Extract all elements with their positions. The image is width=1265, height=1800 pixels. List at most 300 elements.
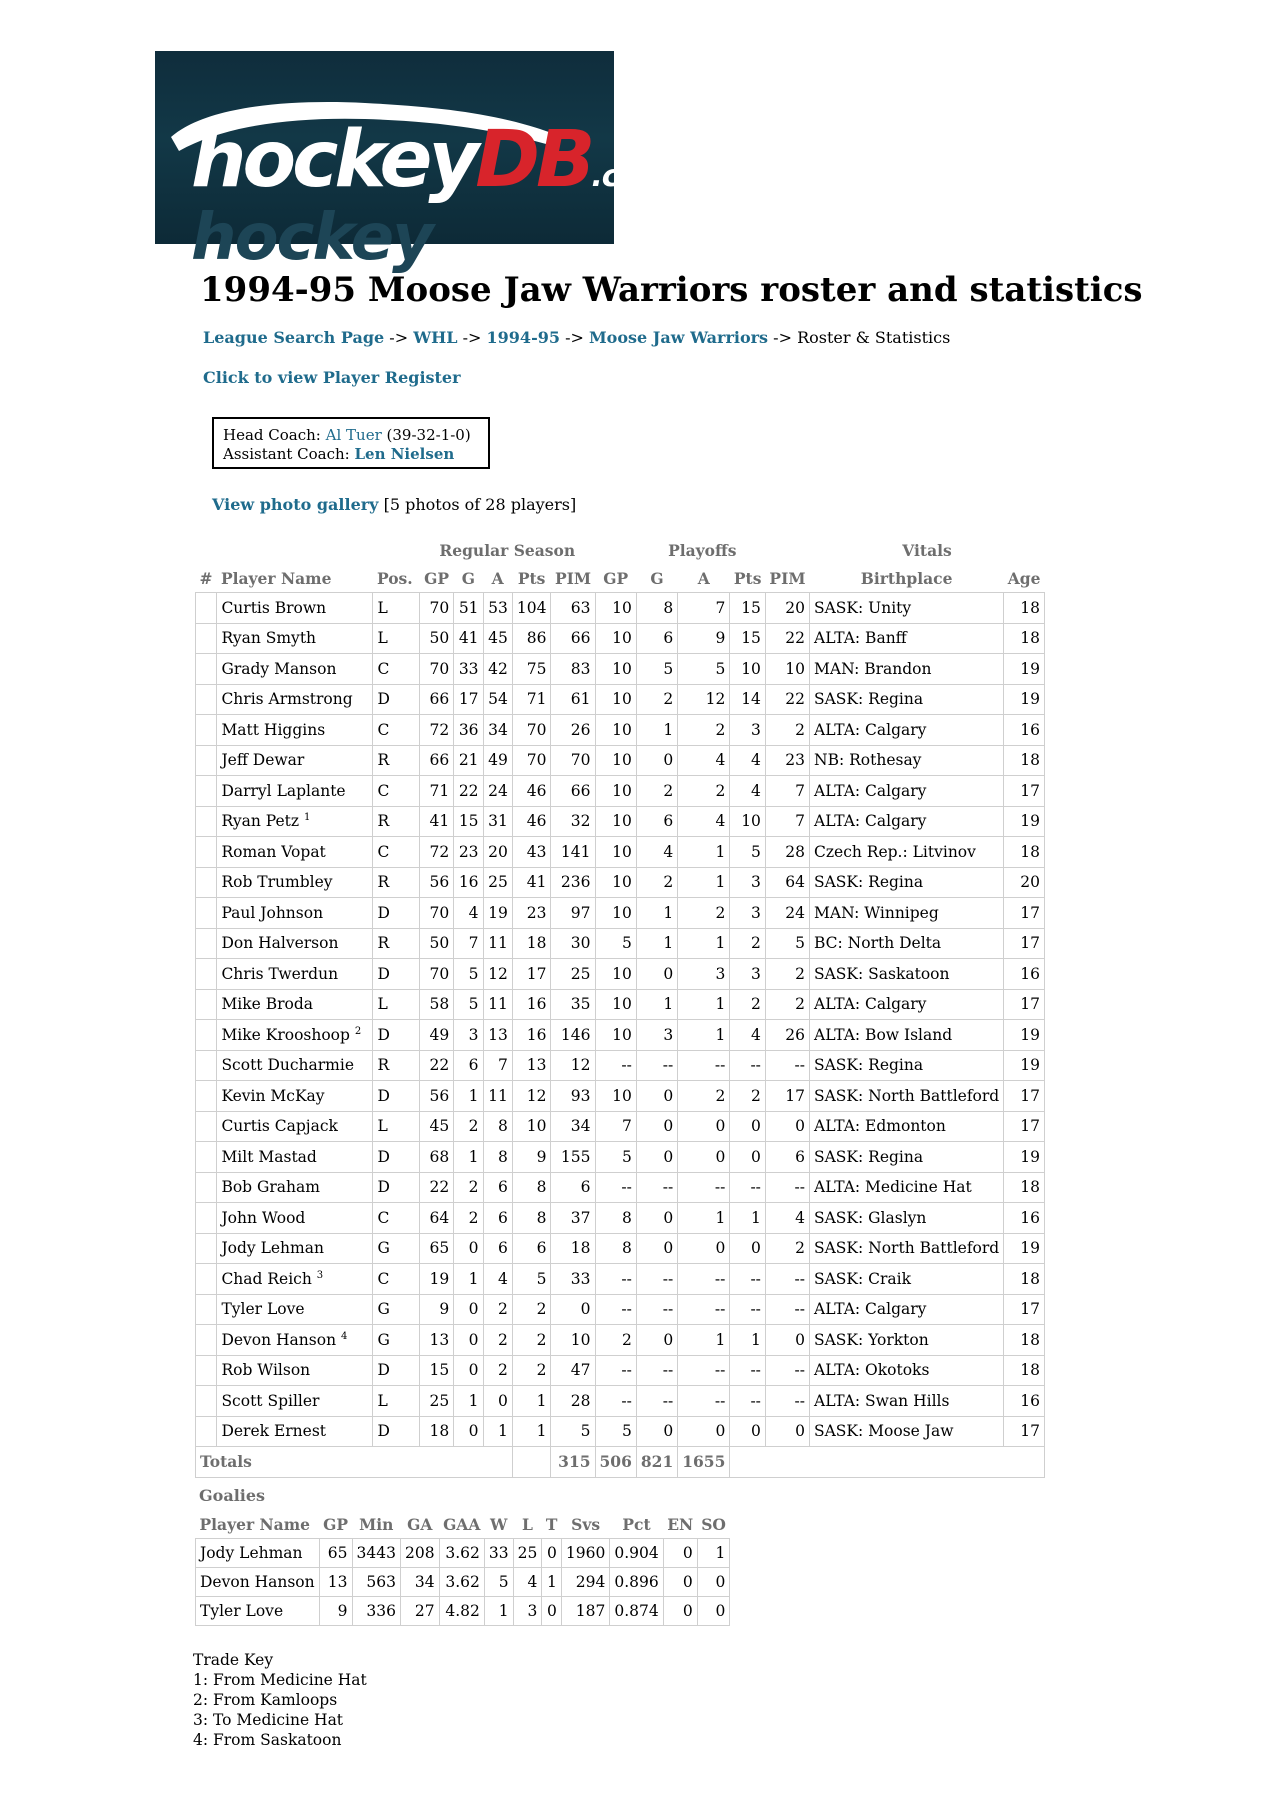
col-number: #	[199, 568, 213, 588]
stat-pim: 66	[551, 623, 595, 654]
stat-gp: 66	[419, 684, 453, 715]
stat-gp: 45	[419, 1111, 453, 1142]
player-position: D	[373, 1142, 420, 1173]
roster-row	[196, 898, 1045, 929]
stat-playoff-gp: --	[595, 1172, 636, 1203]
stat-pim: 146	[551, 1020, 595, 1051]
player-birthplace: ALTA: Calgary	[810, 776, 1004, 807]
player-name-link[interactable]: Ryan Smyth	[221, 629, 317, 648]
stat-playoff-g: 3	[636, 1020, 677, 1051]
player-name-link[interactable]: Derek Ernest	[221, 1422, 327, 1441]
goalie-col-header: EN	[667, 1514, 694, 1534]
breadcrumb-separator: ->	[565, 328, 584, 347]
player-position: R	[373, 806, 420, 837]
stat-pim: 66	[551, 776, 595, 807]
stat-a: 53	[483, 593, 512, 624]
stat-playoff-pim: --	[765, 1386, 809, 1417]
stat-playoff-gp: --	[595, 1355, 636, 1386]
stat-gp: 18	[419, 1416, 453, 1447]
goalies-table	[195, 1510, 730, 1626]
row-number-cell	[196, 776, 217, 807]
goalie-stat: 27	[400, 1597, 439, 1626]
goalie-col-header: Min	[359, 1514, 394, 1534]
roster-row	[196, 1203, 1045, 1234]
player-position: L	[373, 989, 420, 1020]
row-number-cell	[196, 898, 217, 929]
player-birthplace: SASK: Regina	[810, 684, 1004, 715]
group-header-vitals: Vitals	[902, 540, 952, 560]
stat-pim: 10	[551, 1325, 595, 1356]
stat-a: 2	[483, 1325, 512, 1356]
player-name-cell	[217, 1203, 373, 1234]
player-age: 16	[1004, 1386, 1045, 1417]
player-name-link[interactable]: Roman Vopat	[221, 842, 326, 861]
player-name-link[interactable]: Rob Trumbley	[221, 873, 333, 892]
stat-playoff-pim: 0	[765, 1325, 809, 1356]
player-name-link[interactable]: Jeff Dewar	[221, 751, 305, 770]
goalie-name-link[interactable]: Devon Hanson	[196, 1568, 320, 1597]
stat-playoff-a: --	[678, 1264, 730, 1295]
stat-pim: 30	[551, 928, 595, 959]
stat-playoff-a: 1	[678, 1203, 730, 1234]
breadcrumb-league-search[interactable]: League Search Page	[203, 328, 385, 347]
stat-playoff-g: 1	[636, 989, 677, 1020]
stat-playoff-pts: 2	[730, 989, 766, 1020]
stat-pim: 28	[551, 1386, 595, 1417]
stat-playoff-gp: 10	[595, 593, 636, 624]
head-coach-link[interactable]: Al Tuer	[325, 426, 382, 444]
stat-playoff-pts: --	[730, 1355, 766, 1386]
stat-playoff-pim: --	[765, 1294, 809, 1325]
player-position: D	[373, 1081, 420, 1112]
goalie-stat: 0	[697, 1568, 730, 1597]
stat-playoff-pim: 64	[765, 867, 809, 898]
player-position: C	[373, 837, 420, 868]
goalie-name-link[interactable]: Tyler Love	[196, 1597, 320, 1626]
player-name-link[interactable]: Scott Spiller	[221, 1391, 320, 1410]
breadcrumb-whl[interactable]: WHL	[413, 328, 458, 347]
goalie-col-header: Svs	[571, 1514, 601, 1534]
stat-a: 42	[483, 654, 512, 685]
col-gp: GP	[424, 568, 450, 588]
player-birthplace: ALTA: Calgary	[810, 989, 1004, 1020]
player-name-link[interactable]: Kevin McKay	[221, 1086, 325, 1105]
row-number-cell	[196, 1020, 217, 1051]
player-position: L	[373, 593, 420, 624]
roster-row	[196, 1020, 1045, 1051]
stat-gp: 49	[419, 1020, 453, 1051]
player-name-link[interactable]: Paul Johnson	[221, 903, 324, 922]
player-name-link[interactable]: John Wood	[221, 1208, 306, 1227]
player-name-link[interactable]: Jody Lehman	[221, 1239, 324, 1258]
row-number-cell	[196, 1416, 217, 1447]
trade-footnote-marker: 1	[303, 812, 311, 824]
assistant-coach-label: Assistant Coach:	[223, 445, 350, 463]
stat-pts: 16	[512, 1020, 551, 1051]
player-position: G	[373, 1233, 420, 1264]
stat-playoff-pim: 2	[765, 959, 809, 990]
row-number-cell	[196, 1355, 217, 1386]
row-number-cell	[196, 623, 217, 654]
goalie-col-header: Pct	[622, 1514, 651, 1534]
stat-gp: 9	[419, 1294, 453, 1325]
stat-a: 45	[483, 623, 512, 654]
stat-pts: 8	[512, 1172, 551, 1203]
player-birthplace: MAN: Winnipeg	[810, 898, 1004, 929]
goalie-stat: 1960	[561, 1539, 609, 1568]
totals-a: 506	[595, 1447, 636, 1478]
player-name-cell	[217, 776, 373, 807]
stat-pts: 1	[512, 1386, 551, 1417]
col-playoff-pim: PIM	[769, 568, 806, 588]
stat-g: 6	[454, 1050, 483, 1081]
stat-playoff-pim: 20	[765, 593, 809, 624]
row-number-cell	[196, 1081, 217, 1112]
stat-playoff-gp: 5	[595, 1416, 636, 1447]
stat-playoff-a: 0	[678, 1416, 730, 1447]
goalie-col-header: W	[490, 1514, 508, 1534]
player-position: C	[373, 776, 420, 807]
stat-gp: 71	[419, 776, 453, 807]
stat-playoff-g: 2	[636, 684, 677, 715]
goalie-row	[196, 1568, 730, 1597]
stat-playoff-pts: 3	[730, 715, 766, 746]
logo-wordmark: hockeyDB.com	[191, 115, 669, 205]
hockeydb-logo[interactable]	[155, 51, 669, 275]
stat-pts: 46	[512, 776, 551, 807]
stat-playoff-pts: 4	[730, 1020, 766, 1051]
player-name-cell	[217, 1294, 373, 1325]
player-name-link[interactable]: Chris Twerdun	[221, 964, 339, 983]
stat-playoff-pts: 0	[730, 1111, 766, 1142]
stat-g: 0	[454, 1355, 483, 1386]
player-name-link[interactable]: Milt Mastad	[221, 1147, 317, 1166]
stat-a: 6	[483, 1233, 512, 1264]
stat-gp: 70	[419, 898, 453, 929]
player-age: 18	[1004, 623, 1045, 654]
player-age: 19	[1004, 654, 1045, 685]
stat-playoff-a: 12	[678, 684, 730, 715]
player-age: 19	[1004, 1142, 1045, 1173]
stat-playoff-g: 0	[636, 745, 677, 776]
assistant-coach-link[interactable]: Len Nielsen	[354, 445, 455, 463]
roster-row	[196, 1142, 1045, 1173]
player-birthplace: ALTA: Bow Island	[810, 1020, 1004, 1051]
player-age: 17	[1004, 1111, 1045, 1142]
player-position: G	[373, 1294, 420, 1325]
stat-playoff-gp: 10	[595, 1081, 636, 1112]
player-position: D	[373, 959, 420, 990]
stat-pim: 37	[551, 1203, 595, 1234]
stat-pim: 236	[551, 867, 595, 898]
stat-playoff-a: 2	[678, 898, 730, 929]
goalie-stat: 65	[319, 1539, 352, 1568]
totals-spacer	[730, 1447, 1045, 1478]
stat-a: 19	[483, 898, 512, 929]
goalie-stat: 0	[663, 1597, 697, 1626]
stat-playoff-pim: --	[765, 1050, 809, 1081]
stat-playoff-g: 4	[636, 837, 677, 868]
photo-gallery-link[interactable]: View photo gallery	[212, 495, 379, 514]
stat-playoff-gp: 2	[595, 1325, 636, 1356]
stat-g: 41	[454, 623, 483, 654]
goalie-stat: 33	[484, 1539, 513, 1568]
player-name-cell	[217, 1172, 373, 1203]
goalie-name-link[interactable]: Jody Lehman	[196, 1539, 320, 1568]
photo-gallery-note: [5 photos of 28 players]	[383, 495, 577, 514]
breadcrumb-separator: ->	[462, 328, 482, 347]
roster-table	[195, 536, 1045, 1478]
stat-playoff-g: 0	[636, 959, 677, 990]
roster-row	[196, 1111, 1045, 1142]
stat-playoff-pim: 0	[765, 1416, 809, 1447]
trade-key-item: 4: From Saskatoon	[193, 1731, 342, 1749]
stat-a: 11	[483, 989, 512, 1020]
stat-pts: 2	[512, 1325, 551, 1356]
goalie-stat: 0	[663, 1539, 697, 1568]
roster-group-header-row	[196, 536, 1045, 564]
stat-pts: 23	[512, 898, 551, 929]
stat-g: 1	[454, 1081, 483, 1112]
player-name-link[interactable]: Chad Reich	[221, 1269, 312, 1288]
stat-gp: 56	[419, 1081, 453, 1112]
stat-pts: 10	[512, 1111, 551, 1142]
goalie-stat: 1	[542, 1568, 562, 1597]
player-name-link[interactable]: Ryan Petz	[221, 812, 300, 831]
goalie-stat: 13	[319, 1568, 352, 1597]
player-age: 19	[1004, 1233, 1045, 1264]
player-birthplace: SASK: Unity	[810, 593, 1004, 624]
stat-playoff-pts: 0	[730, 1233, 766, 1264]
stat-playoff-a: 1	[678, 837, 730, 868]
roster-row	[196, 654, 1045, 685]
row-number-cell	[196, 1325, 217, 1356]
goalie-stat: 336	[352, 1597, 400, 1626]
stat-playoff-pts: 4	[730, 745, 766, 776]
row-number-cell	[196, 1386, 217, 1417]
stat-g: 0	[454, 1416, 483, 1447]
trade-key-title: Trade Key	[193, 1651, 274, 1669]
player-birthplace: SASK: Glaslyn	[810, 1203, 1004, 1234]
roster-row	[196, 715, 1045, 746]
player-position: L	[373, 1386, 420, 1417]
col-playoff-pts: Pts	[733, 568, 762, 588]
col-position: Pos.	[376, 568, 413, 588]
goalie-stat: 4	[513, 1568, 542, 1597]
stat-playoff-pim: 24	[765, 898, 809, 929]
row-number-cell	[196, 928, 217, 959]
stat-playoff-pts: --	[730, 1050, 766, 1081]
stat-a: 12	[483, 959, 512, 990]
player-position: D	[373, 1355, 420, 1386]
roster-column-header-row	[196, 564, 1045, 593]
stat-pim: 26	[551, 715, 595, 746]
player-name-cell	[217, 684, 373, 715]
stat-playoff-g: 1	[636, 928, 677, 959]
stat-pts: 86	[512, 623, 551, 654]
player-name-link[interactable]: Darryl Laplante	[221, 781, 346, 800]
roster-row	[196, 867, 1045, 898]
roster-row	[196, 837, 1045, 868]
col-pts: Pts	[517, 568, 546, 588]
stat-pim: 70	[551, 745, 595, 776]
goalie-stat: 34	[400, 1568, 439, 1597]
goalie-stat: 0	[663, 1568, 697, 1597]
stat-pts: 5	[512, 1264, 551, 1295]
stat-a: 34	[483, 715, 512, 746]
roster-row	[196, 1233, 1045, 1264]
stat-playoff-pim: 6	[765, 1142, 809, 1173]
stat-pim: 97	[551, 898, 595, 929]
goalie-stat: 0.896	[610, 1568, 663, 1597]
goalie-stat: 0	[697, 1597, 730, 1626]
player-birthplace: SASK: Craik	[810, 1264, 1004, 1295]
stat-playoff-g: 1	[636, 715, 677, 746]
stat-playoff-g: 1	[636, 898, 677, 929]
stat-playoff-a: 0	[678, 1142, 730, 1173]
player-name-link[interactable]: Mike Broda	[221, 995, 314, 1014]
stat-playoff-pts: 0	[730, 1142, 766, 1173]
stat-playoff-gp: 10	[595, 654, 636, 685]
goalie-stat: 4.82	[439, 1597, 484, 1626]
breadcrumb-season[interactable]: 1994-95	[486, 328, 560, 347]
stat-playoff-a: --	[678, 1050, 730, 1081]
goalie-stat: 0	[542, 1597, 562, 1626]
stat-playoff-pim: 7	[765, 806, 809, 837]
stat-playoff-gp: 10	[595, 1020, 636, 1051]
player-age: 17	[1004, 1416, 1045, 1447]
stat-a: 6	[483, 1203, 512, 1234]
player-name-link[interactable]: Don Halverson	[221, 934, 339, 953]
roster-row	[196, 928, 1045, 959]
stat-g: 15	[454, 806, 483, 837]
stat-g: 2	[454, 1111, 483, 1142]
stat-playoff-pim: 5	[765, 928, 809, 959]
player-position: C	[373, 1203, 420, 1234]
stat-playoff-g: --	[636, 1050, 677, 1081]
stat-playoff-pts: 15	[730, 593, 766, 624]
group-header-playoffs: Playoffs	[668, 540, 737, 560]
breadcrumb-team[interactable]: Moose Jaw Warriors	[588, 328, 769, 347]
col-playoff-gp: GP	[603, 568, 629, 588]
player-name-cell	[217, 654, 373, 685]
stat-a: 0	[483, 1386, 512, 1417]
goalie-col-header: Player Name	[199, 1514, 310, 1534]
trade-key	[193, 1650, 367, 1750]
player-birthplace: ALTA: Swan Hills	[810, 1386, 1004, 1417]
player-name-link[interactable]: Tyler Love	[221, 1300, 305, 1319]
player-age: 19	[1004, 1050, 1045, 1081]
stat-playoff-pts: 4	[730, 776, 766, 807]
stat-playoff-pim: --	[765, 1264, 809, 1295]
player-name-cell	[217, 928, 373, 959]
totals-row	[196, 1447, 1045, 1478]
row-number-cell	[196, 1142, 217, 1173]
stat-g: 36	[454, 715, 483, 746]
player-name-link[interactable]: Chris Armstrong	[221, 690, 353, 709]
stat-pts: 16	[512, 989, 551, 1020]
goalie-col-header: GA	[407, 1514, 433, 1534]
stat-playoff-gp: 5	[595, 1142, 636, 1173]
player-register-link[interactable]: Click to view Player Register	[203, 368, 461, 387]
stat-a: 8	[483, 1111, 512, 1142]
stat-playoff-gp: 10	[595, 776, 636, 807]
goalie-row	[196, 1597, 730, 1626]
player-name-link[interactable]: Mike Krooshoop	[221, 1025, 350, 1044]
stat-playoff-a: --	[678, 1172, 730, 1203]
goalie-stat: 3443	[352, 1539, 400, 1568]
player-name-link[interactable]: Rob Wilson	[221, 1361, 311, 1380]
totals-pts: 821	[636, 1447, 677, 1478]
stat-playoff-g: --	[636, 1294, 677, 1325]
stat-pim: 93	[551, 1081, 595, 1112]
stat-pts: 13	[512, 1050, 551, 1081]
stat-gp: 50	[419, 928, 453, 959]
player-age: 18	[1004, 1172, 1045, 1203]
trade-footnote-marker: 2	[354, 1025, 362, 1037]
player-name-link[interactable]: Matt Higgins	[221, 720, 326, 739]
stat-playoff-pim: 2	[765, 715, 809, 746]
player-age: 19	[1004, 684, 1045, 715]
stat-playoff-pim: 0	[765, 1111, 809, 1142]
goalies-title: Goalies	[199, 1486, 266, 1505]
stat-gp: 56	[419, 867, 453, 898]
stat-pim: 0	[551, 1294, 595, 1325]
player-name-link[interactable]: Curtis Capjack	[221, 1117, 338, 1136]
stat-gp: 64	[419, 1203, 453, 1234]
roster-row	[196, 684, 1045, 715]
player-name-link[interactable]: Scott Ducharmie	[221, 1056, 355, 1075]
stat-gp: 50	[419, 623, 453, 654]
player-age: 17	[1004, 928, 1045, 959]
player-name-link[interactable]: Devon Hanson	[221, 1330, 337, 1349]
stat-a: 24	[483, 776, 512, 807]
goalie-stat: 3.62	[439, 1539, 484, 1568]
player-name-link[interactable]: Curtis Brown	[221, 598, 327, 617]
stat-g: 0	[454, 1325, 483, 1356]
stat-playoff-gp: --	[595, 1264, 636, 1295]
col-a: A	[491, 568, 504, 588]
player-birthplace: ALTA: Okotoks	[810, 1355, 1004, 1386]
player-name-link[interactable]: Bob Graham	[221, 1178, 320, 1197]
stat-playoff-pim: 4	[765, 1203, 809, 1234]
player-birthplace: SASK: Regina	[810, 867, 1004, 898]
player-name-cell	[217, 806, 373, 837]
stat-g: 21	[454, 745, 483, 776]
stat-playoff-a: 3	[678, 959, 730, 990]
player-birthplace: SASK: Regina	[810, 1142, 1004, 1173]
stat-playoff-pim: 23	[765, 745, 809, 776]
player-birthplace: SASK: North Battleford	[810, 1233, 1004, 1264]
player-name-link[interactable]: Grady Manson	[221, 659, 337, 678]
player-age: 18	[1004, 593, 1045, 624]
row-number-cell	[196, 1111, 217, 1142]
stat-a: 7	[483, 1050, 512, 1081]
roster-row	[196, 776, 1045, 807]
row-number-cell	[196, 989, 217, 1020]
stat-playoff-a: --	[678, 1355, 730, 1386]
player-age: 17	[1004, 989, 1045, 1020]
goalie-stat: 563	[352, 1568, 400, 1597]
stat-playoff-gp: 10	[595, 623, 636, 654]
stat-playoff-g: --	[636, 1172, 677, 1203]
stat-pts: 6	[512, 1233, 551, 1264]
stat-playoff-g: --	[636, 1386, 677, 1417]
player-position: C	[373, 1264, 420, 1295]
stat-gp: 19	[419, 1264, 453, 1295]
stat-gp: 70	[419, 593, 453, 624]
stat-pts: 70	[512, 745, 551, 776]
